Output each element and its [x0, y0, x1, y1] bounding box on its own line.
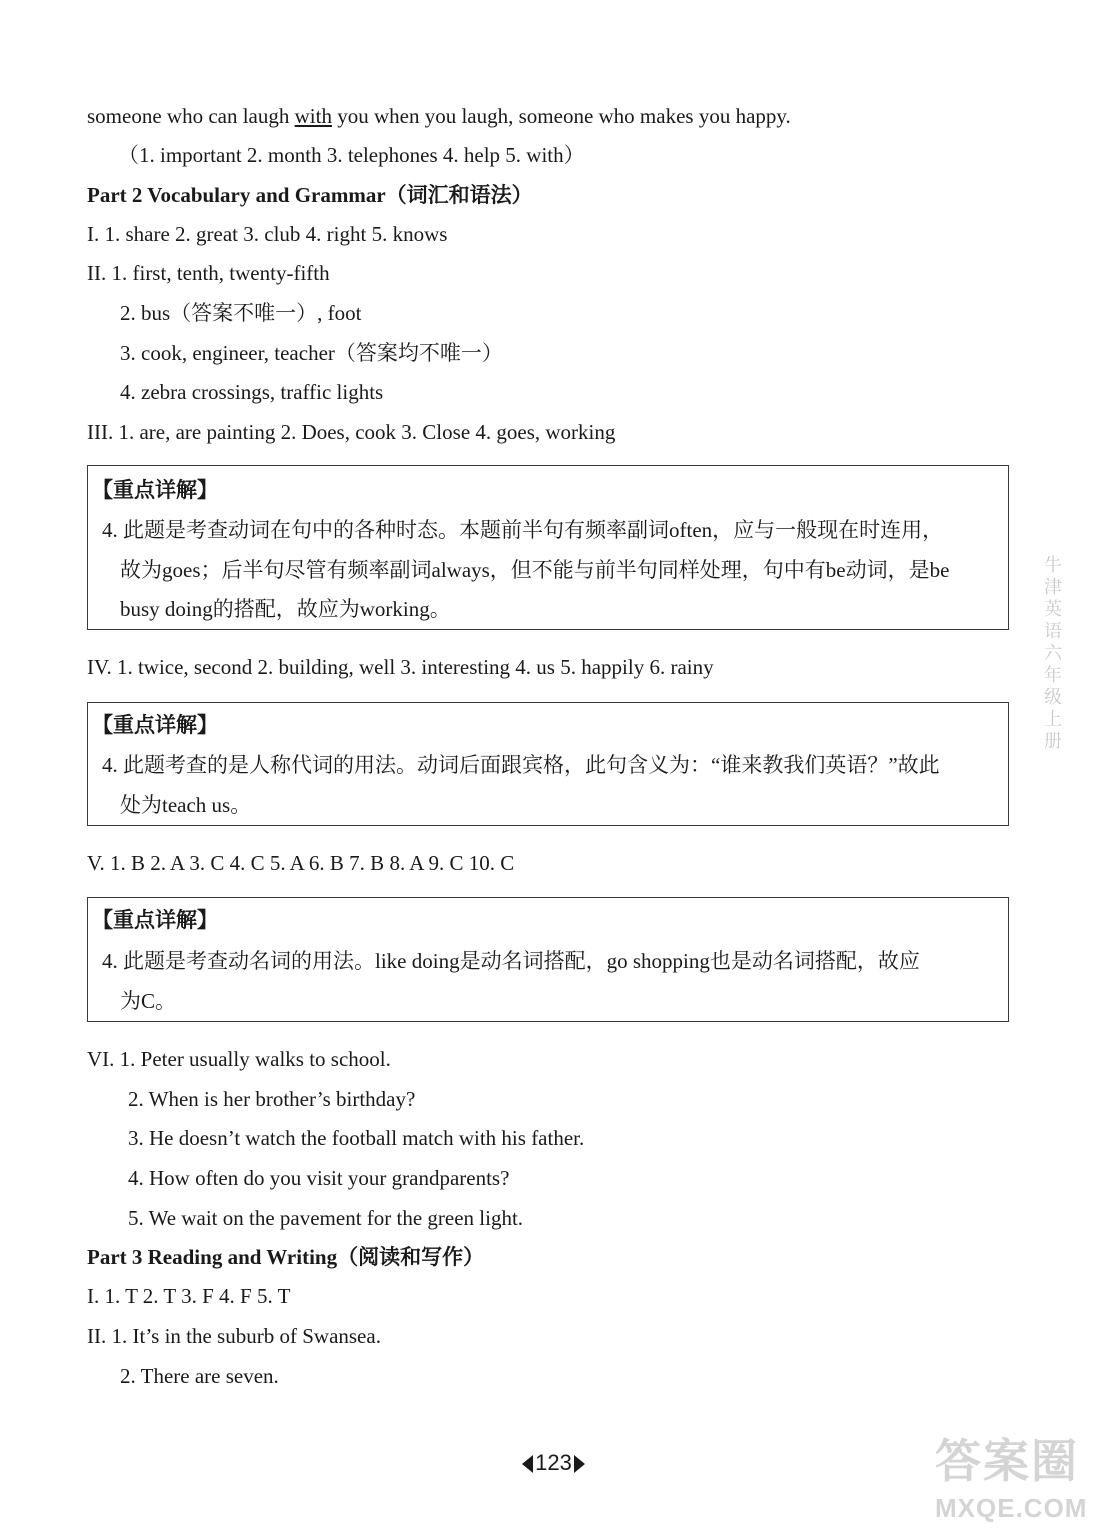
- watermark-top-text: 答案圈: [935, 1434, 1079, 1488]
- sentence-before: someone who can laugh: [87, 104, 295, 128]
- section-2-line-1: II. 1. first, tenth, twenty-fifth: [87, 261, 330, 285]
- note-3-line-2: 为C。: [120, 989, 177, 1013]
- section-6-line-2: 2. When is her brother’s birthday?: [128, 1087, 416, 1111]
- section-1-answers: I. 1. share 2. great 3. club 4. right 5. knows: [87, 222, 448, 246]
- note-box-1: [87, 465, 1009, 630]
- note-2-line-2: 处为teach us。: [120, 793, 252, 817]
- section-6-line-4: 4. How often do you visit your grandparents?: [128, 1166, 510, 1190]
- right-triangle-icon: [574, 1455, 585, 1473]
- section-3-answers: III. 1. are, are painting 2. Does, cook 3. Close 4. goes, working: [87, 420, 616, 444]
- section-2-line-3: 3. cook, engineer, teacher（答案均不唯一）: [120, 341, 503, 365]
- note-box-2: [87, 702, 1009, 826]
- note-1-line-3: busy doing的搭配，故应为working。: [120, 597, 451, 621]
- part3-section-1-answers: I. 1. T 2. T 3. F 4. F 5. T: [87, 1284, 291, 1308]
- sentence-after: you when you laugh, someone who makes you happy.: [331, 104, 791, 128]
- section-2-line-2: 2. bus（答案不唯一）, foot: [120, 301, 362, 325]
- note-3-title: 【重点详解】: [92, 908, 218, 932]
- section-6-line-3: 3. He doesn’t watch the football match with his father.: [128, 1126, 585, 1150]
- section-2-line-4: 4. zebra crossings, traffic lights: [120, 380, 384, 404]
- section-6-line-5: 5. We wait on the pavement for the green light.: [128, 1206, 524, 1230]
- section-6-line-1: VI. 1. Peter usually walks to school.: [87, 1047, 391, 1071]
- page-number-text: 123: [535, 1450, 572, 1475]
- note-2-title: 【重点详解】: [92, 713, 218, 737]
- part3-section-2-line-1: II. 1. It’s in the suburb of Swansea.: [87, 1324, 381, 1348]
- note-1-title: 【重点详解】: [92, 478, 218, 502]
- left-triangle-icon: [522, 1455, 533, 1473]
- section-4-answers: IV. 1. twice, second 2. building, well 3. interesting 4. us 5. happily 6. rainy: [87, 655, 714, 679]
- sentence-underlined-word: with: [294, 104, 332, 128]
- side-margin-mark: 牛津英语六年级上册: [1041, 555, 1062, 753]
- part1-answers: （1. important 2. month 3. telephones 4. help 5. with）: [118, 143, 585, 167]
- watermark-logo: [935, 1425, 1095, 1525]
- part2-title: Part 2 Vocabulary and Grammar（词汇和语法）: [87, 183, 533, 207]
- part3-section-2-line-2: 2. There are seven.: [120, 1364, 279, 1388]
- part3-title: Part 3 Reading and Writing（阅读和写作）: [87, 1245, 485, 1269]
- note-1-line-2: 故为goes；后半句尽管有频率副词always，但不能与前半句同样处理，句中有be动词，是be: [120, 558, 950, 582]
- section-5-answers: V. 1. B 2. A 3. C 4. C 5. A 6. B 7. B 8. A 9. C 10. C: [87, 851, 515, 875]
- passage-sentence: [87, 102, 791, 130]
- note-2-line-1: 4. 此题考查的是人称代词的用法。动词后面跟宾格，此句含义为：“谁来教我们英语？”故此: [102, 753, 940, 777]
- note-3-line-1: 4. 此题是考查动名词的用法。like doing是动名词搭配，go shopping也是动名词搭配，故应: [102, 949, 920, 973]
- note-1-line-1: 4. 此题是考查动词在句中的各种时态。本题前半句有频率副词often，应与一般现在时连用，: [102, 518, 944, 542]
- watermark-bottom-text: MXQE.COM: [935, 1493, 1088, 1523]
- note-box-3: [87, 897, 1009, 1022]
